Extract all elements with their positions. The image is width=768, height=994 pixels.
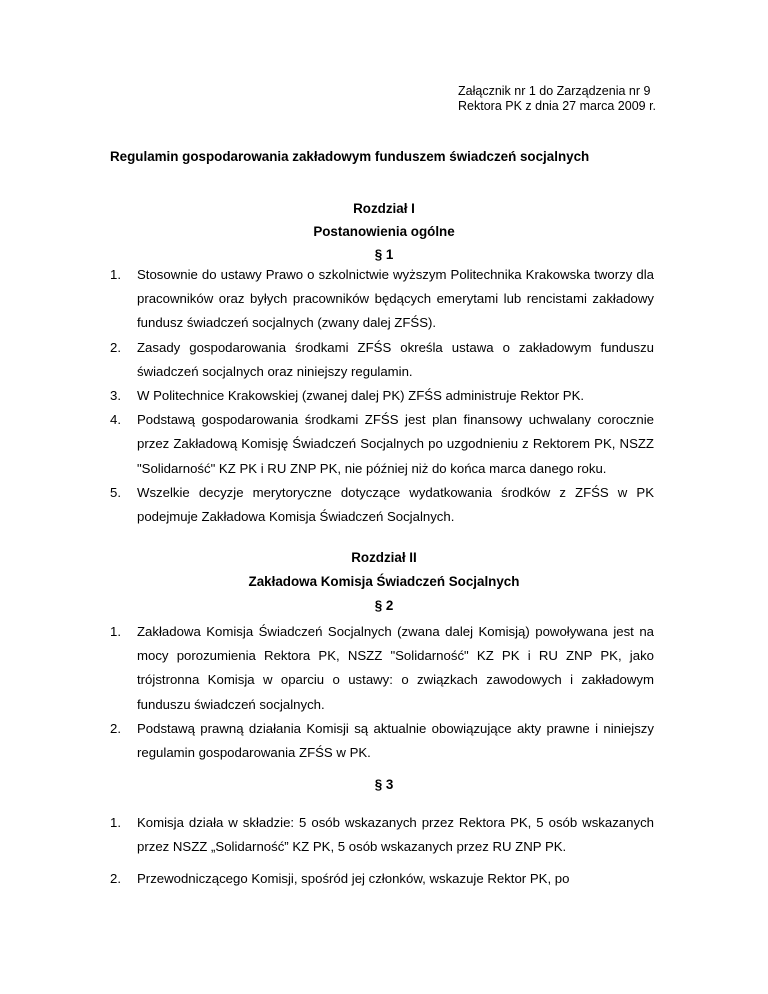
section-1-symbol: § 1 <box>374 247 394 262</box>
annex-line-1: Załącznik nr 1 do Zarządzenia nr 9 <box>458 84 651 98</box>
list-item <box>110 717 654 765</box>
list-item <box>110 620 654 717</box>
chapter-1-list <box>110 263 654 529</box>
chapter-2-title: Zakładowa Komisja Świadczeń Socjalnych <box>248 574 520 589</box>
item-text: Wszelkie decyzje merytoryczne dotyczące wydatkowania środków z ZFŚS w PK podejmuje Zakładowa Komisja Świadczeń Socjalnych. <box>137 484 654 525</box>
item-text: Podstawą prawną działania Komisji są aktualnie obowiązujące akty prawne i niniejszy regulamin gospodarowania ZFŚS w PK. <box>137 720 654 761</box>
item-number: 1. <box>110 815 121 830</box>
item-text: Przewodniczącego Komisji, spośród jej członków, wskazuje Rektor PK, po <box>137 871 570 887</box>
item-number: 1. <box>110 267 121 282</box>
item-text: Zasady gospodarowania środkami ZFŚS określa ustawa o zakładowym funduszu świadczeń socjalnych oraz niniejszy regulamin. <box>137 339 654 379</box>
item-text: Komisja działa w składzie: 5 osób wskazanych przez Rektora PK, 5 osób wskazanych przez NSZZ „Solidarność” KZ PK, 5 osób wskazanych przez RU ZNP PK. <box>137 815 654 855</box>
section-3-header <box>0 775 768 795</box>
list-item <box>110 408 654 481</box>
annex-note <box>458 84 656 114</box>
item-text: Zakładowa Komisja Świadczeń Socjalnych (zwana dalej Komisją) powoływana jest na mocy porozumienia Rektora PK, NSZZ "Solidarność" KZ PK i RU ZNP PK, jako trójstronna Komisja w oparciu o ustawy: o związkach zawodowych i zakładowym funduszu świadczeń socjalnych. <box>137 624 654 712</box>
item-number: 3. <box>110 388 121 404</box>
list-item <box>110 867 654 891</box>
chapter-1-title: Postanowienia ogólne <box>313 224 455 239</box>
chapter-1-header <box>0 197 768 266</box>
annex-line-2: Rektora PK z dnia 27 marca 2009 r. <box>458 99 657 113</box>
item-number: 5. <box>110 484 121 500</box>
list-item <box>110 481 654 529</box>
item-number: 1. <box>110 624 121 639</box>
item-number: 2. <box>110 339 121 355</box>
chapter-2-header <box>0 546 768 618</box>
list-item <box>110 384 654 408</box>
chapter-1-heading: Rozdział I <box>353 201 415 216</box>
chapter-2-list <box>110 620 654 765</box>
list-item <box>110 811 654 859</box>
chapter-2-heading: Rozdział II <box>351 550 417 565</box>
item-text: W Politechnice Krakowskiej (zwanej dalej PK) ZFŚS administruje Rektor PK. <box>137 388 585 404</box>
item-text: Podstawą gospodarowania środkami ZFŚS jest plan finansowy uchwalany corocznie przez Zakładową Komisję Świadczeń Socjalnych po uzgodnieniu z Rektorem PK, NSZZ "Solidarność" KZ PK i RU ZNP PK, nie później niż do końca marca danego roku. <box>137 412 654 476</box>
section-2-symbol: § 2 <box>374 598 394 613</box>
list-item <box>110 263 654 336</box>
item-number: 2. <box>110 720 121 736</box>
document-title: Regulamin gospodarowania zakładowym funduszem świadczeń socjalnych <box>110 149 590 164</box>
item-text: Stosownie do ustawy Prawo o szkolnictwie wyższym Politechnika Krakowska tworzy dla pracowników oraz byłych pracowników będących emerytami lub rencistami zakładowy fundusz świadczeń socjalnych (zwany dalej ZFŚS). <box>137 267 654 331</box>
section-3-list <box>110 811 654 892</box>
item-number: 2. <box>110 871 121 887</box>
list-item <box>110 336 654 384</box>
section-3-symbol: § 3 <box>374 777 394 792</box>
item-number: 4. <box>110 412 121 428</box>
